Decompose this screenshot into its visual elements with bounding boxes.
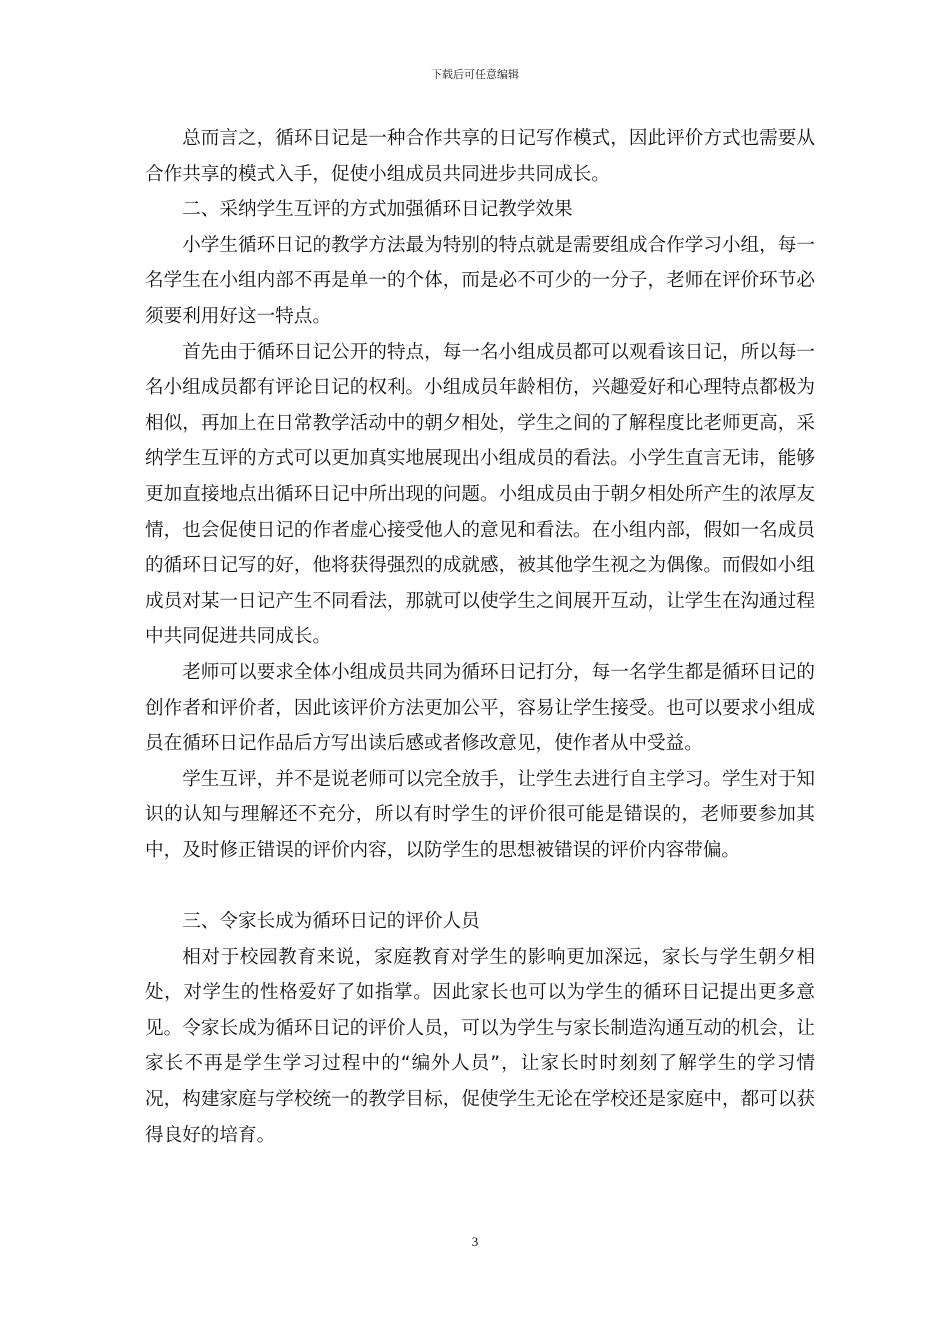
page-number: 3 bbox=[471, 1234, 479, 1249]
section-heading-3: 三、令家长成为循环日记的评价人员 bbox=[182, 911, 480, 933]
paragraph: 相对于校园教育来说，家庭教育对学生的影响更加深远，家长与学生朝夕相处，对学生的性格爱好了如指掌。因此家长也可以为学生的循环日记提出更多意见。令家长成为循环日记的评价人员，可以为学生与家长制造沟通互动的机会，让家长不再是学生学习过程中的“编外人员”，让家长时时刻刻了解学生的学习情况，构建家庭与学校统一的教学目标，促使学生无论在学校还是家庭中，都可以获得良好的培育。 bbox=[145, 946, 815, 1146]
document-body bbox=[145, 121, 815, 1153]
paragraph: 学生互评，并不是说老师可以完全放手，让学生去进行自主学习。学生对于知识的认知与理解还不充分，所以有时学生的评价很可能是错误的，老师要参加其中，及时修正错误的评价内容，以防学生的思想被错误的评价内容带偏。 bbox=[145, 768, 815, 861]
blank-line bbox=[145, 868, 815, 904]
paragraph-summary: 总而言之，循环日记是一种合作共享的日记写作模式，因此评价方式也需要从合作共享的模式入手，促使小组成员共同进步共同成长。 bbox=[145, 128, 815, 185]
page-header: 下载后可任意编辑 bbox=[431, 68, 519, 81]
paragraph: 小学生循环日记的教学方法最为特别的特点就是需要组成合作学习小组，每一名学生在小组内部不再是单一的个体，而是必不可少的一分子，老师在评价环节必须要利用好这一特点。 bbox=[145, 234, 815, 327]
paragraph: 首先由于循环日记公开的特点，每一名小组成员都可以观看该日记，所以每一名小组成员都有评论日记的权利。小组成员年龄相仿，兴趣爱好和心理特点都极为相似，再加上在日常教学活动中的朝夕相处，学生之间的了解程度比老师更高，采纳学生互评的方式可以更加真实地展现出小组成员的看法。小学生直言无讳，能够更加直接地点出循环日记中所出现的问题。小组成员由于朝夕相处所产生的浓厚友情，也会促使日记的作者虚心接受他人的意见和看法。在小组内部，假如一名成员的循环日记写的好，他将获得强烈的成就感，被其他学生视之为偶像。而假如小组成员对某一日记产生不同看法，那就可以使学生之间展开互动，让学生在沟通过程中共同促进共同成长。 bbox=[145, 341, 815, 648]
paragraph: 老师可以要求全体小组成员共同为循环日记打分，每一名学生都是循环日记的创作者和评价者，因此该评价方法更加公平，容易让学生接受。也可以要求小组成员在循环日记作品后方写出读后感或者修改意见，使作者从中受益。 bbox=[145, 661, 815, 755]
section-heading-2: 二、采纳学生互评的方式加强循环日记教学效果 bbox=[182, 199, 573, 221]
